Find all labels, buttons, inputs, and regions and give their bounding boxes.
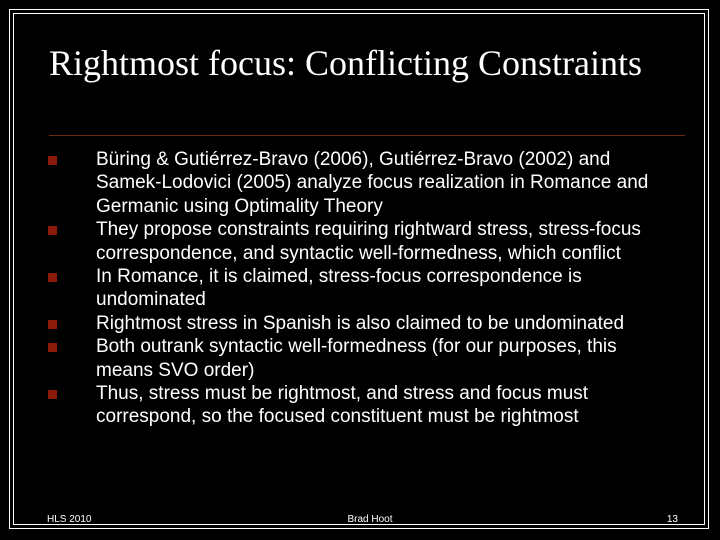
slide-number: 13 xyxy=(666,514,678,525)
footer-author: Brad Hoot xyxy=(347,514,393,525)
title-divider xyxy=(49,135,685,136)
square-bullet-icon xyxy=(48,226,57,235)
square-bullet-icon xyxy=(48,320,57,329)
footer-event: HLS 2010 xyxy=(47,514,92,525)
square-bullet-icon xyxy=(48,343,57,352)
bullet-item xyxy=(48,335,678,382)
bullet-text: Thus, stress must be rightmost, and stress and focus must correspond, so the focused constituent must be rightmost xyxy=(96,383,589,428)
slide-title: Rightmost focus: Conflicting Constraints xyxy=(49,43,642,83)
bullet-text: Rightmost stress in Spanish is also claimed to be undominated xyxy=(96,312,625,334)
bullet-item xyxy=(48,218,678,265)
bullet-text: Both outrank syntactic well-formedness (for our purposes, this means SVO order) xyxy=(96,336,617,381)
square-bullet-icon xyxy=(48,156,57,165)
bullet-text: Büring & Gutiérrez-Bravo (2006), Gutiérrez-Bravo (2002) and Samek-Lodovici (2005) analyze focus realization in Romance and Germanic using Optimality Theory xyxy=(96,149,649,217)
square-bullet-icon xyxy=(48,390,57,399)
square-bullet-icon xyxy=(48,273,57,282)
bullet-item xyxy=(48,382,678,429)
bullet-item xyxy=(48,148,678,218)
bullet-text: In Romance, it is claimed, stress-focus correspondence is undominated xyxy=(96,266,582,311)
bullet-text: They propose constraints requiring rightward stress, stress-focus correspondence, and syntactic well-formedness, which conflict xyxy=(96,219,641,264)
bullet-item xyxy=(48,312,678,335)
bullet-item xyxy=(48,265,678,312)
bullet-list xyxy=(48,148,678,429)
